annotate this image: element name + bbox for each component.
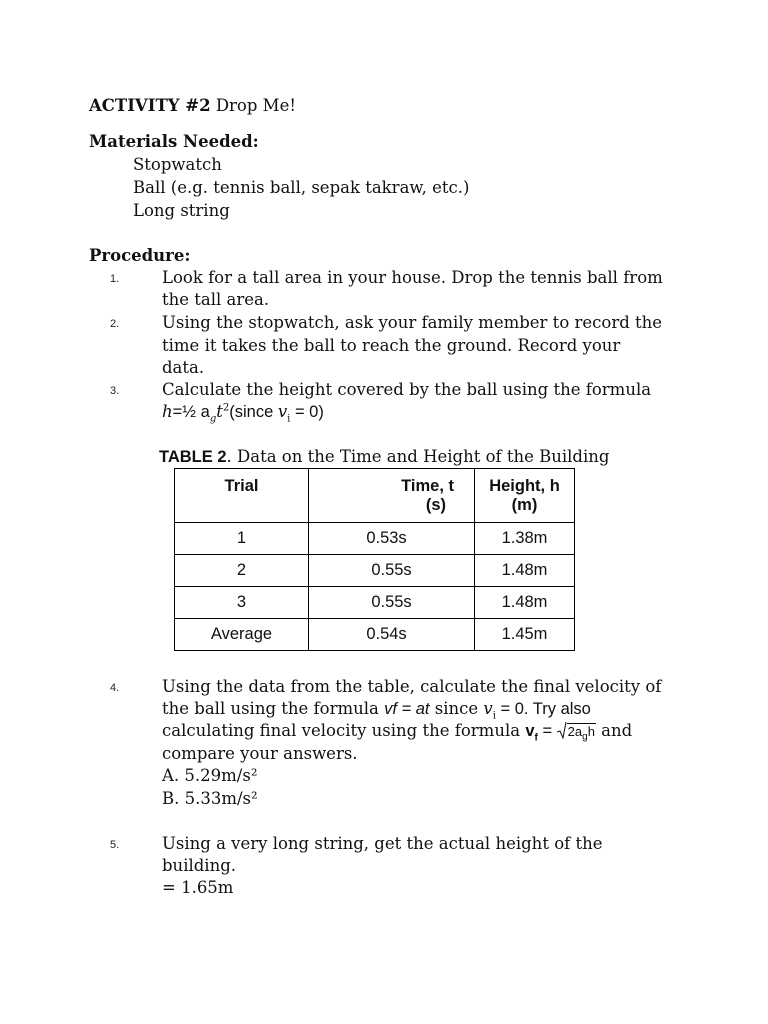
header-trial: Trial: [175, 469, 309, 523]
materials-heading: Materials Needed:: [89, 132, 259, 151]
material-item: Long string: [133, 201, 230, 220]
answer-height: = 1.65m: [162, 878, 234, 897]
activity-label: ACTIVITY #2: [89, 96, 211, 115]
table-caption: TABLE 2. Data on the Time and Height of the Building: [159, 447, 610, 466]
answer-b: B. 5.33m/s²: [162, 789, 258, 808]
step-text: Using a very long string, get the actual height of the: [162, 834, 603, 853]
step-text: time it takes the ball to reach the ground. Record your: [162, 336, 621, 355]
table-row: [175, 555, 575, 587]
step-text: Look for a tall area in your house. Drop the tennis ball from: [162, 268, 663, 287]
cell-trial: 1: [175, 523, 309, 555]
cell-height: 1.45m: [475, 619, 575, 651]
table-row: [175, 587, 575, 619]
cell-trial: Average: [175, 619, 309, 651]
cell-time: 0.54s: [309, 619, 475, 651]
header-height: Height, h (m): [475, 469, 575, 523]
table-row: [175, 523, 575, 555]
step-text: compare your answers.: [162, 744, 358, 763]
step-number: 4.: [110, 682, 120, 694]
cell-time: 0.53s: [309, 523, 475, 555]
header-time: Time, t (s): [309, 469, 475, 523]
step-number: 5.: [110, 839, 120, 851]
step-text: the ball using the formula vf = at since $v_i = 0$. Try also: [162, 699, 591, 722]
procedure-heading: Procedure:: [89, 246, 191, 265]
step-text: building.: [162, 856, 237, 875]
cell-time: 0.55s: [309, 555, 475, 587]
table-row: [175, 619, 575, 651]
answer-a: A. 5.29m/s²: [162, 766, 258, 785]
step-text: Using the stopwatch, ask your family member to record the: [162, 313, 663, 332]
cell-height: 1.48m: [475, 587, 575, 619]
table-header-row: [175, 469, 575, 523]
data-table: [174, 468, 575, 651]
step-text: data.: [162, 358, 205, 377]
material-item: Stopwatch: [133, 155, 222, 174]
cell-height: 1.48m: [475, 555, 575, 587]
step-text: the tall area.: [162, 290, 270, 309]
cell-height: 1.38m: [475, 523, 575, 555]
step-number: 2.: [110, 318, 120, 330]
step-number: 1.: [110, 273, 120, 285]
cell-trial: 2: [175, 555, 309, 587]
cell-trial: 3: [175, 587, 309, 619]
material-item: Ball (e.g. tennis ball, sepak takraw, etc.): [133, 178, 470, 197]
activity-name: Drop Me!: [215, 96, 296, 115]
activity-title: [89, 96, 296, 115]
height-formula: h=½ $a_gt^2(since$ $v_i = 0$): [162, 402, 324, 425]
cell-time: 0.55s: [309, 587, 475, 619]
sqrt-expression: $2a_gh$: [557, 721, 596, 739]
step-number: 3.: [110, 385, 120, 397]
step-text: Using the data from the table, calculate the final velocity of: [162, 677, 662, 696]
step-text: calculating final velocity using the formula $v_f = 2a_gh$ and: [162, 721, 633, 744]
step-text: Calculate the height covered by the ball using the formula: [162, 380, 652, 399]
sqrt-sign-icon: [557, 721, 567, 739]
